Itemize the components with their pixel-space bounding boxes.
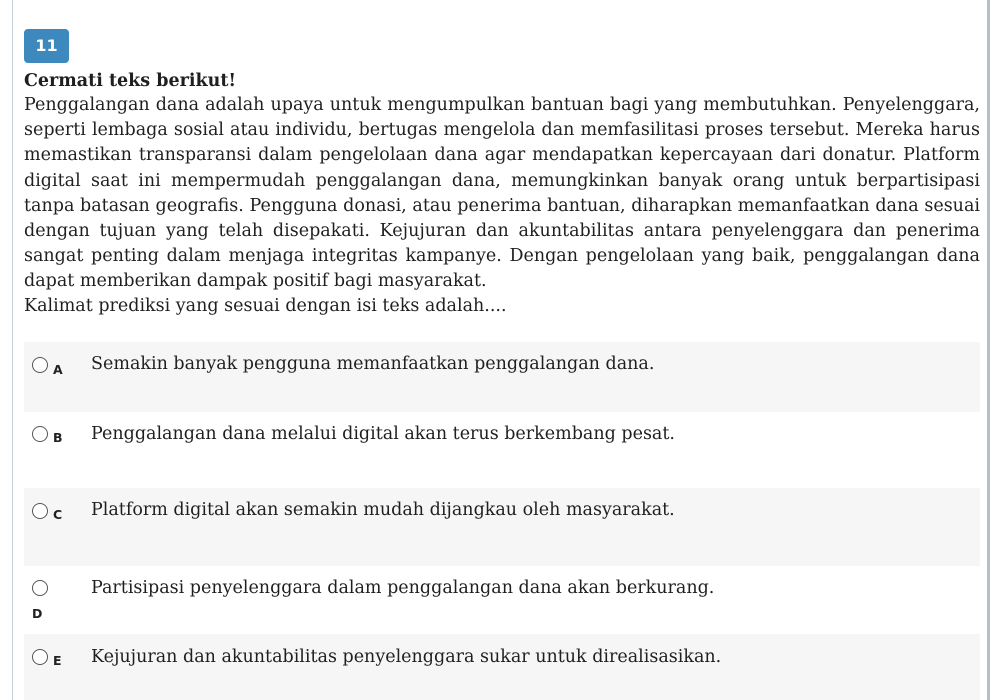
option-c-radio[interactable]: [32, 503, 48, 519]
option-a-text: Semakin banyak pengguna memanfaatkan penggalangan dana.: [91, 354, 655, 374]
option-c[interactable]: [24, 488, 980, 566]
option-c-text: Platform digital akan semakin mudah dijangkau oleh masyarakat.: [91, 500, 675, 520]
option-b-letter: B: [53, 430, 63, 445]
option-d-radio[interactable]: [32, 580, 48, 596]
option-e-radio[interactable]: [32, 649, 48, 665]
question-passage: Penggalangan dana adalah upaya untuk mengumpulkan bantuan bagi yang membutuhkan. Penyelenggara, seperti lembaga sosial atau individu, bertugas mengelola dan memfasilitasi proses tersebut. Mereka harus memastikan transparansi dalam pengelolaan dana agar mendapatkan kepercayaan dari donatur. Platform digital saat ini mempermudah penggalangan dana, memungkinkan banyak orang untuk berpartisipasi tanpa batasan geografis. Pengguna donasi, atau penerima bantuan, diharapkan memanfaatkan dana sesuai dengan tujuan yang telah disepakati. Kejujuran dan akuntabilitas antara penyelenggara dan penerima sangat penting dalam menjaga integritas kampanye. Dengan pengelolaan yang baik, penggalangan dana dapat memberikan dampak positif bagi masyarakat.: [24, 95, 980, 292]
option-e-letter: E: [53, 653, 62, 668]
option-a-radio[interactable]: [32, 357, 48, 373]
option-e[interactable]: [24, 634, 980, 700]
question-instruction: Cermati teks berikut!: [24, 71, 237, 91]
question-number-badge: 11: [24, 29, 69, 63]
option-a-letter: A: [53, 362, 63, 377]
option-b-text: Penggalangan dana melalui digital akan terus berkembang pesat.: [91, 424, 675, 444]
option-e-text: Kejujuran dan akuntabilitas penyelenggara sukar untuk direalisasikan.: [91, 647, 722, 667]
option-b-radio[interactable]: [32, 426, 48, 442]
question-prompt: Kalimat prediksi yang sesuai dengan isi teks adalah....: [24, 296, 507, 316]
option-b[interactable]: [24, 412, 980, 488]
option-c-letter: C: [53, 507, 63, 522]
option-d-text: Partisipasi penyelenggara dalam penggalangan dana akan berkurang.: [91, 578, 715, 598]
option-d-letter: D: [32, 606, 43, 621]
option-d[interactable]: [24, 566, 980, 634]
option-a[interactable]: [24, 342, 980, 412]
